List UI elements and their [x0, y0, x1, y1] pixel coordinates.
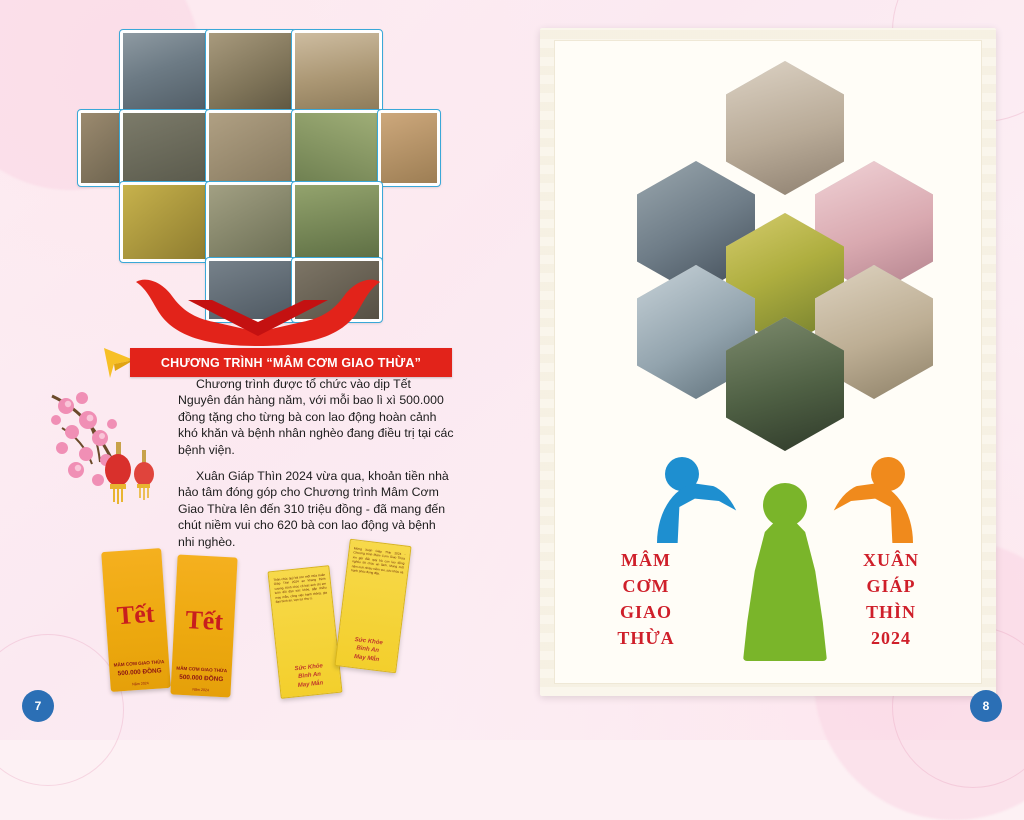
red-hands-icon [128, 276, 388, 346]
collage-photo-7 [292, 110, 382, 186]
red-envelopes-group [100, 544, 250, 704]
envelope-1-line1: MÂM CƠM GIAO THỪA [113, 659, 165, 668]
blue-person-icon [657, 449, 743, 545]
collage-photo-7-image [295, 113, 379, 183]
collage-photo-6-image [209, 113, 293, 183]
wish-card-2-foot-line3: May Mắn [353, 653, 380, 663]
collage-photo-9 [120, 182, 210, 262]
brand-text-right [835, 547, 947, 651]
page-number-right: 8 [970, 690, 1002, 722]
hexagon-photo-grid [585, 61, 985, 481]
collage-photo-6 [206, 110, 296, 186]
brand-left-line3: GIAO [619, 602, 672, 622]
red-envelope-2 [170, 555, 237, 698]
wish-card-2-foot-line2: Bình An [355, 645, 380, 655]
collage-photo-10 [206, 182, 296, 262]
wish-card-1 [267, 565, 342, 699]
envelope-2-line2: 500.000 ĐỒNG [179, 673, 224, 684]
program-title: CHƯƠNG TRÌNH “MÂM CƠM GIAO THỪA” [160, 355, 422, 370]
blue-person-arm [657, 483, 743, 543]
page-number-left: 7 [22, 690, 54, 722]
hex-photo-1-image [726, 61, 844, 195]
wish-card-2 [334, 539, 411, 674]
brand-left-line2: CƠM [622, 576, 670, 596]
program-title-ribbon [130, 348, 452, 377]
hex-photo-1 [726, 61, 844, 195]
envelope-2-line1: MÂM CƠM GIAO THỪA [176, 665, 228, 674]
wish-card-1-foot-line3: May Mắn [297, 679, 324, 689]
collage-photo-2 [206, 30, 296, 114]
collage-photo-1-image [123, 33, 207, 111]
right-page-inner-frame [554, 40, 982, 684]
collage-photo-4-image [81, 113, 121, 183]
envelope-1-line3: Năm 2024 [132, 681, 149, 687]
brand-right-line3: THÌN [865, 602, 916, 622]
collage-photo-11-image [295, 185, 379, 259]
wish-card-1-foot [278, 660, 340, 692]
envelope-2-logo: Tết [184, 605, 224, 636]
envelope-1-logo: Tết [115, 598, 156, 631]
collage-photo-5 [120, 110, 210, 186]
wish-card-1-body: Thân chúc quý bà con một mùa Xuân Giáp Thìn 2024 an khang thịnh vượng. Kính chúc cô bác anh chị em luôn dồi dào sức khỏe, gặp nhiều may mắn, công việc hanh thông, gia đạo bình an, vạn sự như ý. [273, 572, 328, 604]
orange-person-arm [827, 483, 913, 543]
collage-photo-9-image [123, 185, 207, 259]
brand-right-line1: XUÂN [863, 550, 919, 570]
collage-photo-11 [292, 182, 382, 262]
tree-trunk-shape [743, 511, 827, 661]
collage-photo-1 [120, 30, 210, 114]
collage-photo-10-image [209, 185, 293, 259]
envelope-1-line2: 500.000 ĐỒNG [117, 667, 162, 678]
brand-right-line2: GIÁP [866, 576, 916, 596]
collage-photo-5-image [123, 113, 207, 183]
red-envelope-1 [101, 548, 171, 692]
brand-right-line4: 2024 [871, 628, 911, 648]
brand-left-line4: THỪA [617, 628, 675, 648]
collage-photo-4 [78, 110, 124, 186]
collage-photo-3-image [295, 33, 379, 111]
orange-person-icon [827, 449, 913, 545]
wish-cards-group [268, 534, 458, 709]
collage-photo-3 [292, 30, 382, 114]
collage-photo-2-image [209, 33, 293, 111]
program-description [178, 376, 454, 560]
wish-card-1-foot-line2: Bình An [297, 671, 322, 680]
wish-card-2-foot-line1: Sức Khỏe [354, 636, 384, 646]
collage-photo-8-image [381, 113, 437, 183]
wish-card-2-body: Mừng Xuân Giáp Thìn 2024 - Chương trình Mâm Cơm Giao Thừa xin gửi đến quý bà con lao động nghèo lời chúc an lành. Mong một năm mới nhiều niềm vui, sức khỏe và hạnh phúc đong đầy. [350, 546, 406, 576]
program-paragraph-1: Chương trình được tổ chức vào dịp Tết Nguyên đán hàng năm, với mỗi bao lì xì 500.000 đồng tặng cho từng bà con lao động hoàn cảnh khó khăn và bệnh nhân nghèo đang điều trị tại các bệnh viện. [178, 377, 454, 457]
brand-text-left [591, 547, 701, 651]
photo-collage-cross [78, 28, 458, 318]
wish-card-2-foot [336, 634, 399, 667]
collage-photo-8 [378, 110, 440, 186]
envelope-2-line3: Năm 2024 [192, 687, 210, 693]
left-page [18, 14, 498, 726]
wish-card-1-foot-line1: Sức Khỏe [294, 662, 324, 672]
right-page [540, 28, 996, 696]
brand-left-line1: MÂM [621, 550, 671, 570]
peach-blossom-lantern-icon [42, 384, 182, 524]
program-paragraph-2: Xuân Giáp Thìn 2024 vừa qua, khoản tiền nhà hảo tâm đóng góp cho Chương trình Mâm Cơm Giao Thừa lên đến 310 triệu đồng - đã mang đến chút niềm vui cho 620 bà con lao động và bệnh nhi nghèo. [178, 469, 449, 549]
